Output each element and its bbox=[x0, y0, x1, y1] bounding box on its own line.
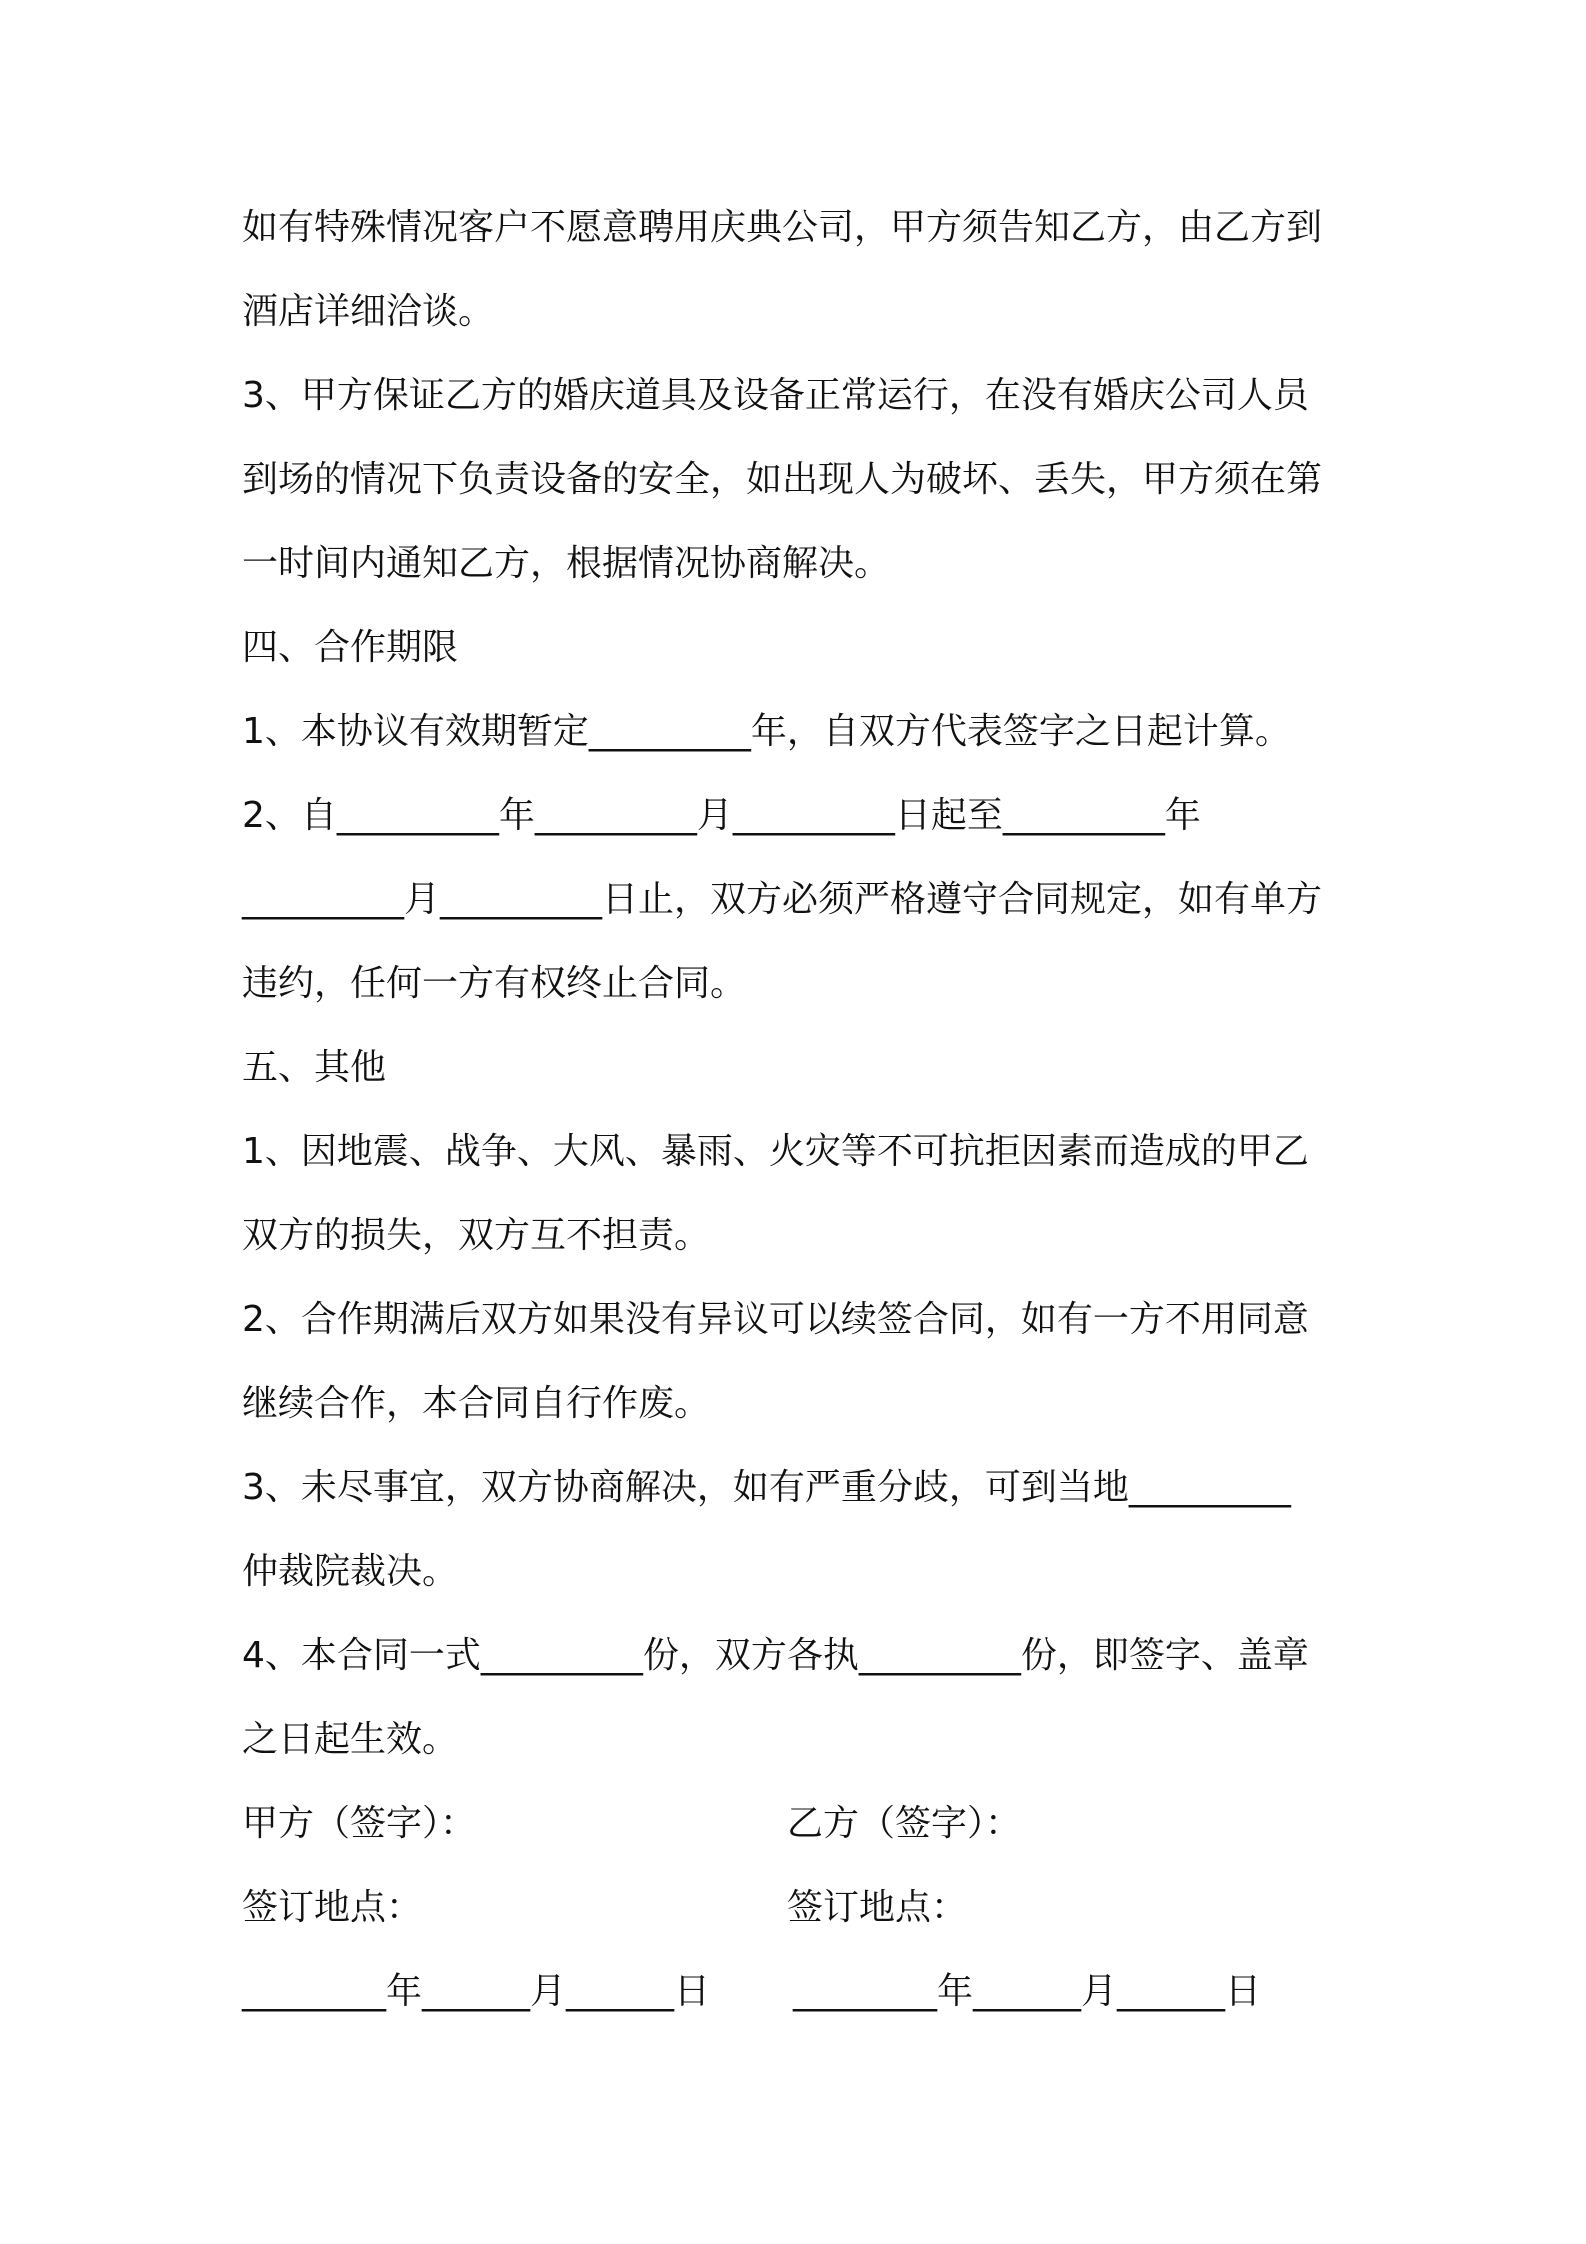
party-b-date-line: ________年______月______日 bbox=[793, 1971, 1261, 2012]
term-clause-2-line: _________月_________日止，双方必须严格遵守合同规定，如有单方 bbox=[242, 879, 1323, 920]
other-clause-3-line: 3、未尽事宜，双方协商解决，如有严重分歧，可到当地_________ bbox=[242, 1467, 1291, 1508]
party-a-signature-label: 甲方（签字）： bbox=[242, 1803, 477, 1844]
term-clause-2-line: 2、自_________年_________月_________日起至_________年 bbox=[242, 795, 1201, 836]
party-b-place-label: 签订地点： bbox=[787, 1887, 968, 1928]
term-clause-2-line: 违约，任何一方有权终止合同。 bbox=[242, 963, 747, 1004]
other-clause-2-line: 继续合作，本合同自行作废。 bbox=[242, 1383, 711, 1424]
paragraph-line: 如有特殊情况客户不愿意聘用庆典公司，甲方须告知乙方，由乙方到 bbox=[242, 207, 1323, 248]
party-a-place-label: 签订地点： bbox=[242, 1887, 423, 1928]
other-clause-2-line: 2、合作期满后双方如果没有异议可以续签合同，如有一方不用同意 bbox=[242, 1299, 1309, 1340]
section-heading-term: 四、合作期限 bbox=[242, 627, 459, 668]
paragraph-line: 酒店详细洽谈。 bbox=[242, 291, 495, 332]
other-clause-4-line: 4、本合同一式_________份，双方各执_________份，即签字、盖章 bbox=[242, 1635, 1309, 1676]
other-clause-1-line: 1、因地震、战争、大风、暴雨、火灾等不可抗拒因素而造成的甲乙 bbox=[242, 1131, 1309, 1172]
other-clause-3-line: 仲裁院裁决。 bbox=[242, 1551, 459, 1592]
term-clause-1: 1、本协议有效期暂定_________年，自双方代表签字之日起计算。 bbox=[242, 711, 1291, 752]
clause-3-line: 到场的情况下负责设备的安全，如出现人为破坏、丢失，甲方须在第 bbox=[242, 459, 1323, 500]
party-a-date-line: ________年______月______日 bbox=[242, 1971, 710, 2012]
party-b-signature-label: 乙方（签字）： bbox=[787, 1803, 1022, 1844]
other-clause-1-line: 双方的损失，双方互不担责。 bbox=[242, 1215, 711, 1256]
clause-3-line: 一时间内通知乙方，根据情况协商解决。 bbox=[242, 543, 891, 584]
other-clause-4-line: 之日起生效。 bbox=[242, 1719, 459, 1760]
section-heading-other: 五、其他 bbox=[242, 1047, 387, 1088]
clause-3-line: 3、甲方保证乙方的婚庆道具及设备正常运行，在没有婚庆公司人员 bbox=[242, 375, 1309, 416]
